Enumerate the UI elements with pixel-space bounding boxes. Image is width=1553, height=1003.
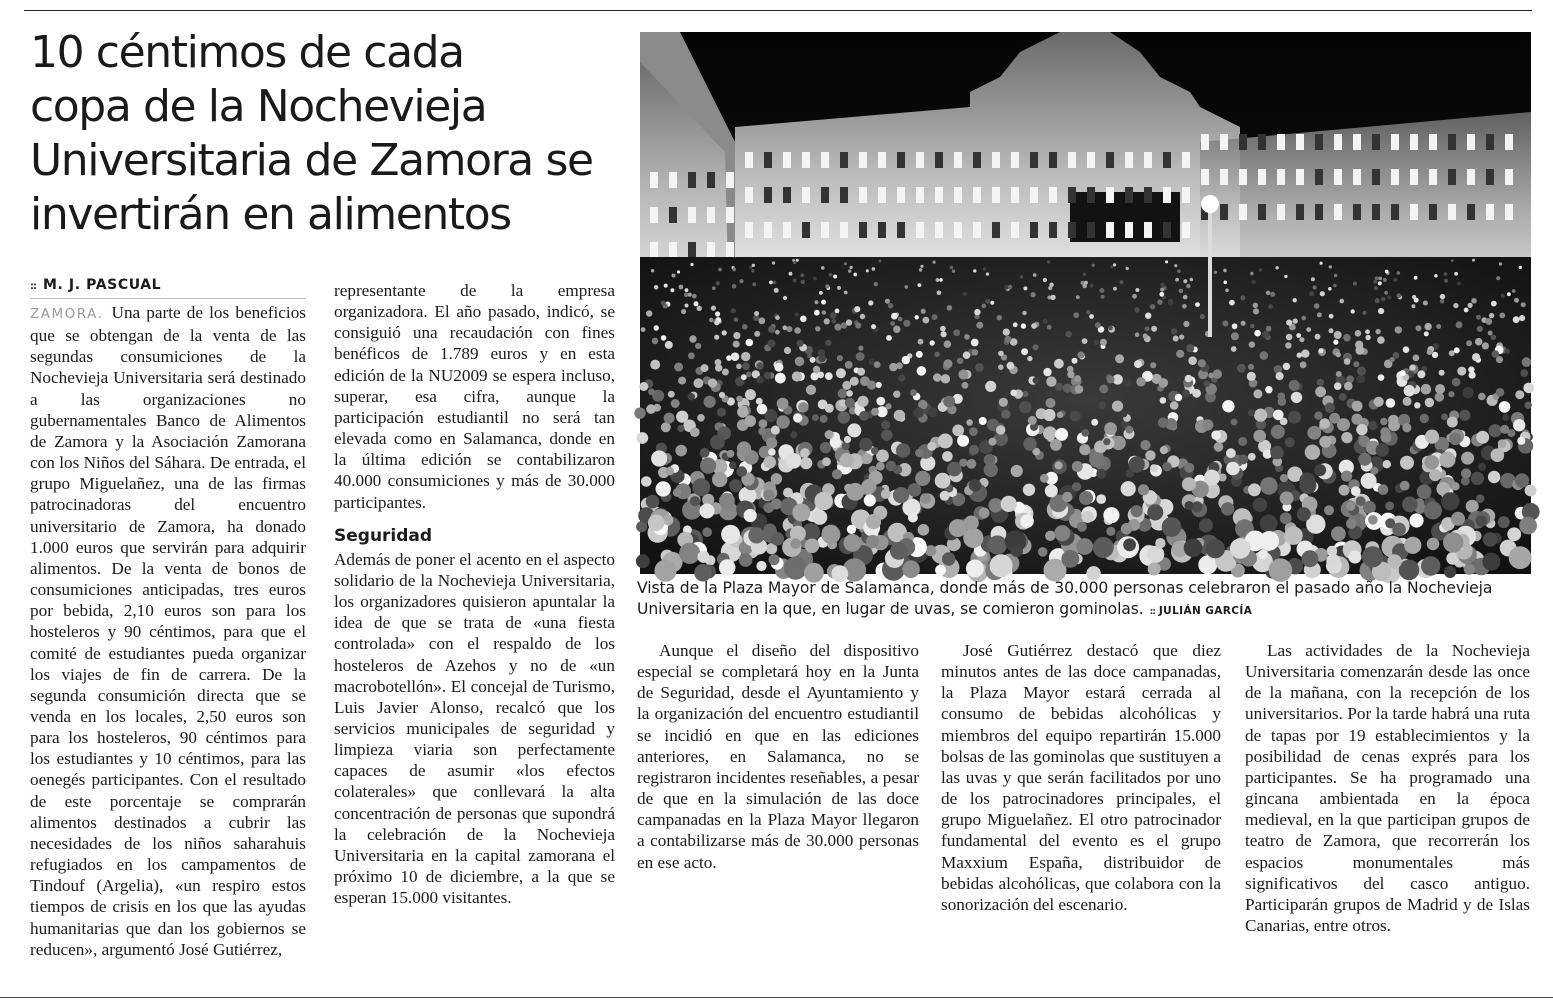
paragraph-4: José Gutiérrez destacó que diez minutos antes de las doce campanadas, la Plaza Mayor estará cerrada al consumo de bebidas alcohólicas y miembros del equipo repartirán 15.000 bolsas de las gominolas que sustituyen a las uvas y que serán facilitados por uno de los patrocinadores principales, el grupo Miguelañez. El otro patrocinador fundamental del evento es el grupo Maxxium España, distribuidor de bebidas alcohólicas, que colabora con la sonorización del escenario. [941,641,1221,914]
text-column-1 [30,277,306,976]
credit-marker: :: [1149,607,1155,617]
caption-text: Vista de la Plaza Mayor de Salamanca, donde más de 30.000 personas celebraron el pasado año la Nochevieja Universitaria en la que, en lugar de uvas, se comieron gominolas. [637,579,1493,618]
plaza-mayor-night-crowd-image [640,32,1531,574]
top-rule [24,10,1532,11]
text-column-5 [1245,640,1530,975]
credit-name: JULIÁN GARCÍA [1158,605,1253,617]
paragraph-2: Además de poner el acento en el aspecto solidario de la Nochevieja Universitaria, los organizadores quisieron apuntalar la idea de que se trata de «una fiesta controlada» con el respaldo de los hosteleros de Azehos y no de «un macrobotellón». El concejal de Turismo, Luis Javier Alonso, recalcó que los servicios municipales de seguridad y limpieza viaria son perfectamente capaces de asumir «los efectos colaterales» que conllevará la alta concentración de personas que supondrá la celebración de la Nochevieja Universitaria en la capital zamorana el próximo 10 de diciembre, a la que se esperan 15.000 visitantes. [334,549,615,908]
photo-caption [637,578,1537,623]
headline [30,26,620,242]
text-column-3 [637,640,919,975]
headline-line: copa de la Nochevieja [30,81,487,132]
section-subhead: Seguridad [334,525,433,546]
dateline-place: ZAMORA. [30,306,104,322]
byline-author: M. J. PASCUAL [43,277,162,293]
headline-line: invertirán en alimentos [30,189,511,240]
paragraph-1-text: Una parte de los beneficios que se obtengan de la venta de las segundas consumiciones de la Nochevieja Universitaria será destinado a las organizaciones no gubernamentales Banco de Alimentos de Zamora y la Asociación Zamorana con los Niños del Sáhara. De entrada, el grupo Miguelañez, una de las firmas patrocinadoras del encuentro universitario de Zamora, ha donado 1.000 euros que servirán para adquirir alimentos. De la venta de bonos de consumiciones anticipadas, tres euros por bebida, 2,10 euros son para los hosteleros y 90 céntimos, para que el comité de estudiantes pueda organizar los viajes de fin de carrera. De la segunda consumición directa que se venda en los locales, 2,50 euros son para los hosteleros, 90 céntimos para los estudiantes y 10 céntimos, para las oenegés participantes. Con el resultado de este porcentaje se comprarán alimentos destinados a cubrir las necesidades de los niños saharahuis refugiados en los campamentos de Tindouf (Argelia), «un respiro estos tiempos de crisis en los que las ayudas humanitarias que dan los gobiernos se reducen», argumentó José Gutiérrez, [30,303,306,959]
byline-marker: :: [30,281,36,292]
text-column-2 [334,280,615,975]
byline [30,276,306,299]
paragraph-5: Las actividades de la Nochevieja Universitaria comenzarán desde las once de la mañana, con la recepción de los universitarios. Por la tarde habrá una ruta de tapas por 19 establecimientos y la posibilidad de cenas exprés para los participantes. Se ha programado una gincana ambientada en la época medieval, en la que participan grupos de teatro de Zamora, que recorrerán los espacios monumentales más significativos del casco antiguo. Participarán grupos de Madrid y de Islas Canarias, entre otros. [1245,641,1530,936]
paragraph-3: Aunque el diseño del dispositivo especial se completará hoy en la Junta de Seguridad, desde el Ayuntamiento y la organización del encuentro estudiantil se incidió en que en las ediciones anteriores, en Salamanca, no se registraron incidentes reseñables, a pesar de que en la simulación de las doce campanadas en la Plaza Mayor llegaron a contabilizarse más de 30.000 personas en ese acto. [637,641,919,872]
paragraph-1-continued: representante de la empresa organizadora. El año pasado, indicó, se consiguió una recaudación con fines benéficos de 1.789 euros y en esta edición de la NU2009 se espera incluso, superar, esa cifra, aunque la participación estudiantil no será tan elevada como en Salamanca, donde en la última edición se contabilizaron 40.000 consumiciones y más de 30.000 participantes. [334,281,615,512]
paragraph-1 [30,302,306,960]
plaza-mayor-photo [640,32,1531,574]
headline-line: 10 céntimos de cada [30,27,464,78]
text-column-4 [941,640,1221,975]
bottom-rule [0,997,1553,998]
headline-line: Universitaria de Zamora se [30,135,593,186]
photo-credit [1150,605,1253,617]
